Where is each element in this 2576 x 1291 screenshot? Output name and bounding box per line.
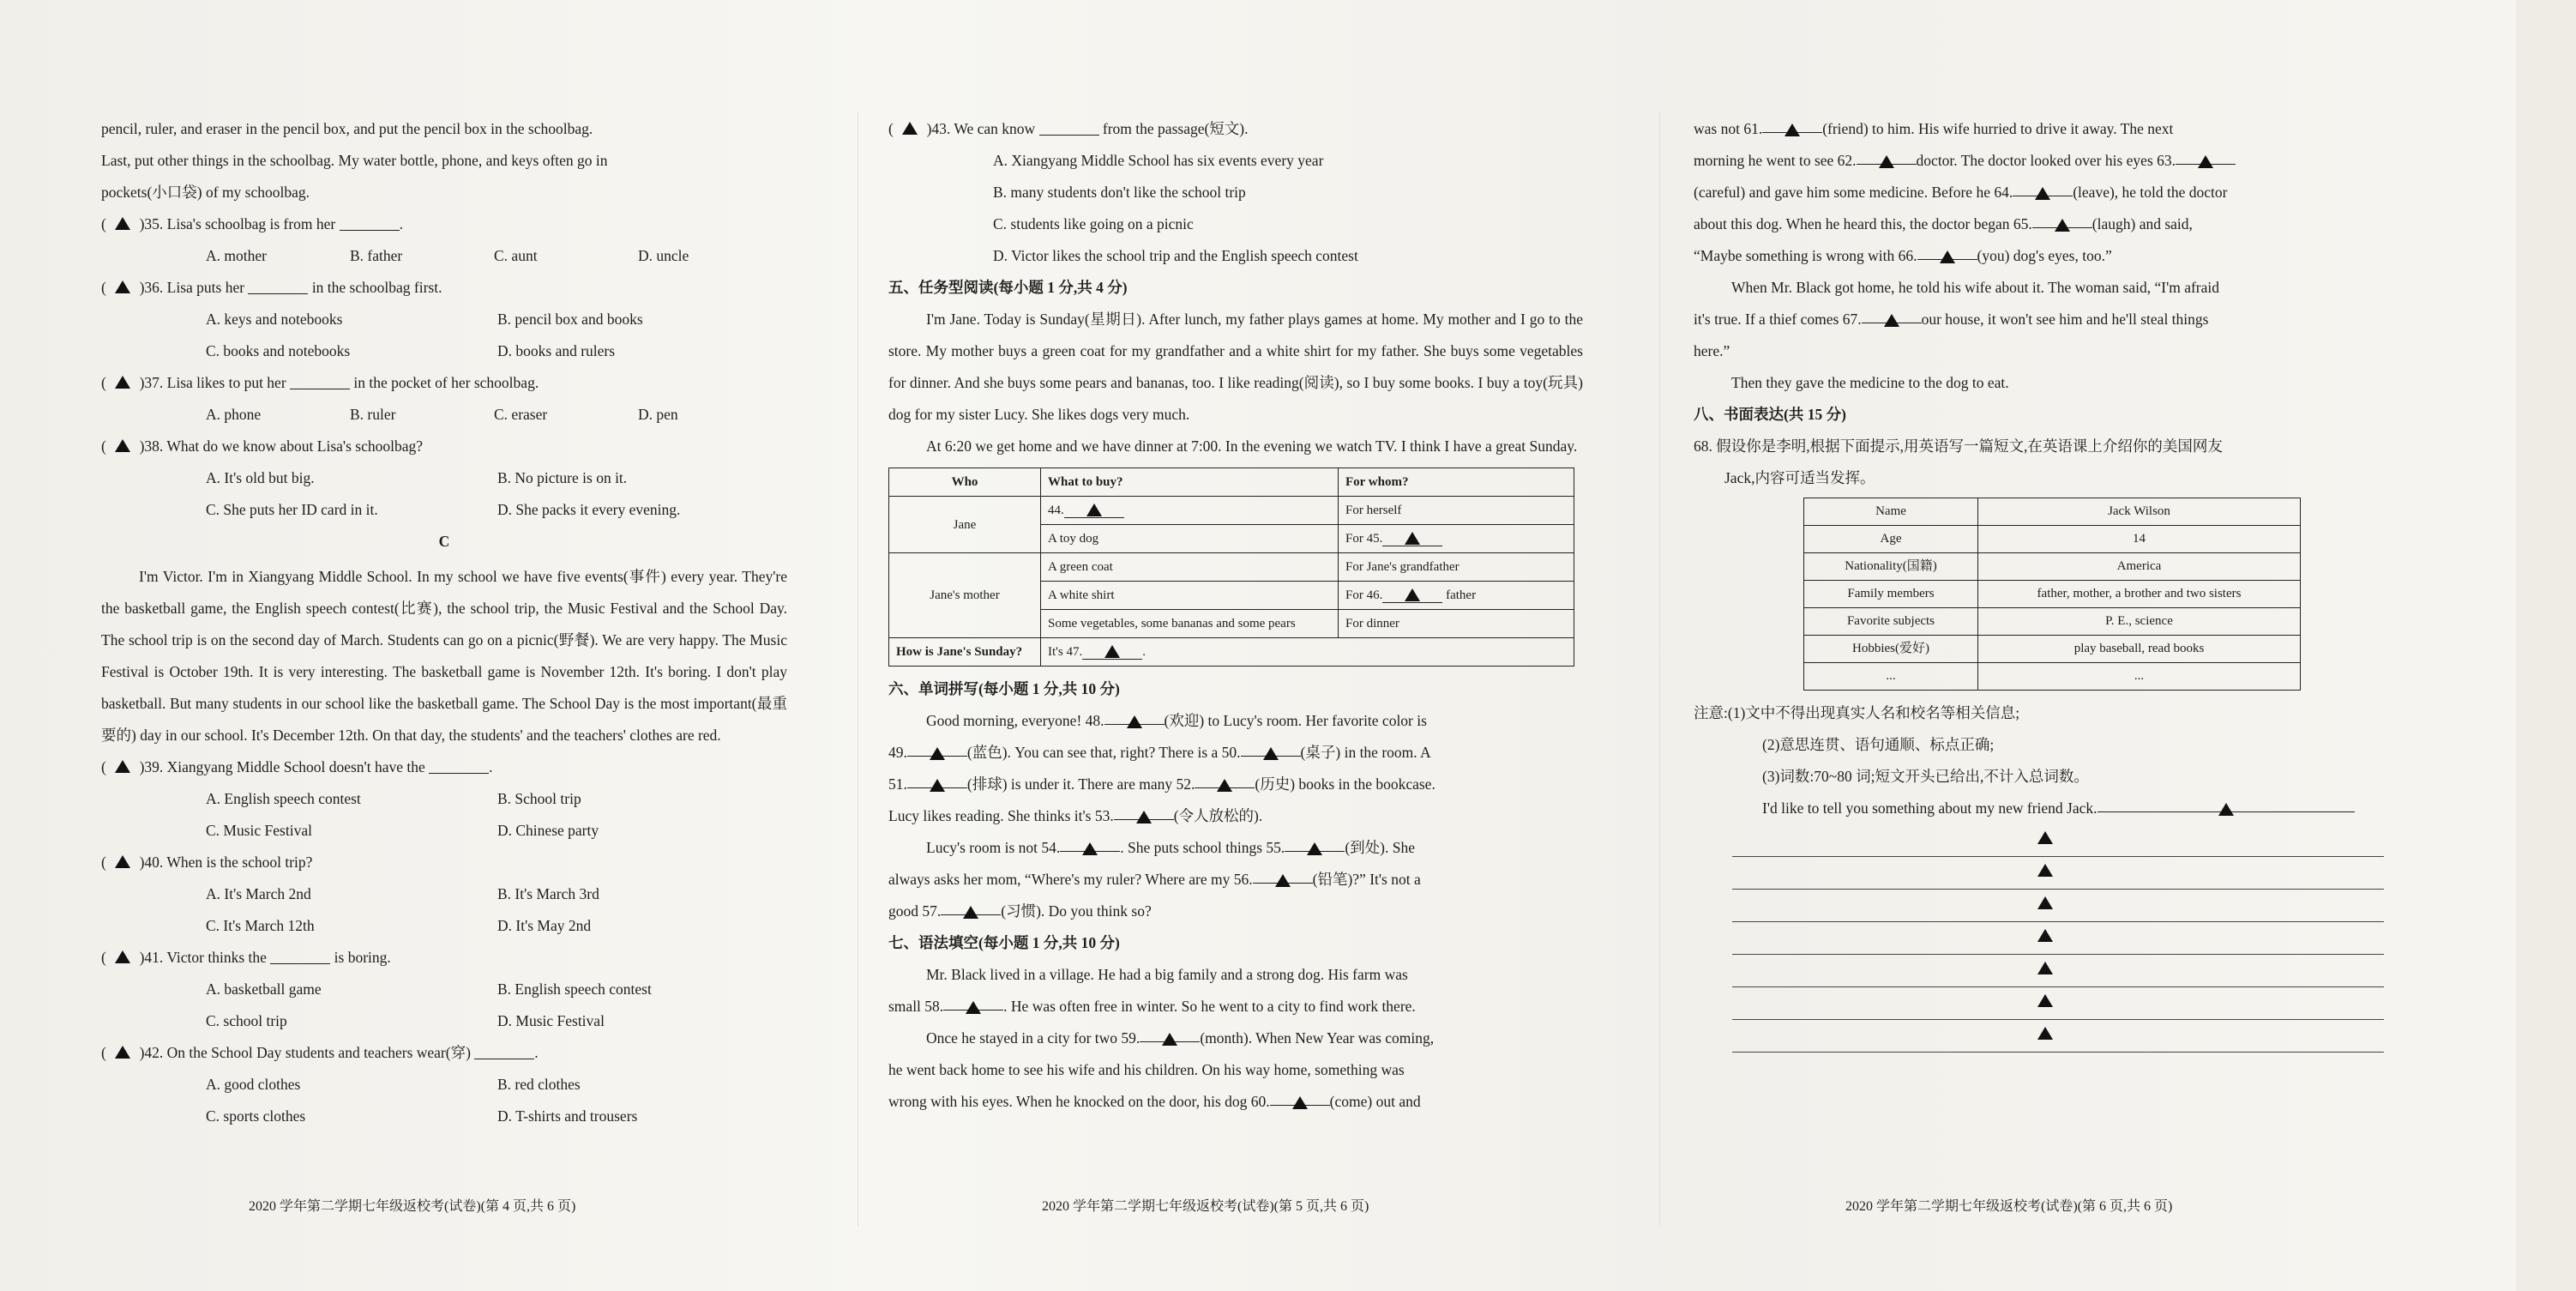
page-4-column	[101, 113, 873, 1132]
answer-marker-icon	[2037, 994, 2053, 1007]
question-41: ( )41. Victor thinks the is boring.	[101, 942, 873, 974]
section-6-heading: 六、单词拼写(每小题 1 分,共 10 分)	[888, 680, 1120, 697]
answer-marker-icon	[1307, 842, 1322, 855]
passage-line: When Mr. Black got home, he told his wife about it. The woman said, “I'm afraid	[1731, 279, 2220, 296]
passage-line: about this dog. When he heard this, the doctor began 65. (laugh) and said,	[1694, 208, 2380, 240]
answer-marker-icon	[2055, 219, 2070, 232]
passage-line: “Maybe something is wrong with 66. (you) dog's eyes, too.”	[1694, 240, 2380, 272]
table-cell: A toy dog	[1041, 525, 1339, 553]
answer-blank[interactable]	[943, 992, 1003, 1010]
column-divider	[1659, 112, 1660, 1227]
answer-blank[interactable]	[2032, 210, 2092, 228]
answer-marker-icon	[2198, 155, 2213, 168]
task-table	[888, 468, 1574, 667]
table-cell: A white shirt	[1041, 582, 1339, 610]
option[interactable]: B. many students don't like the school trip	[993, 184, 1246, 201]
table-cell: play baseball, read books	[1978, 636, 2301, 663]
answer-marker-icon	[115, 281, 130, 293]
table-cell: Jane	[889, 497, 1041, 553]
answer-marker-icon	[115, 439, 130, 452]
answer-marker-icon	[930, 747, 945, 760]
passage-line: Last, put other things in the schoolbag. My water bottle, phone, and keys often go in	[101, 152, 608, 169]
answer-marker-icon	[902, 122, 918, 135]
options-40	[101, 910, 873, 942]
option[interactable]: D. T-shirts and trousers	[497, 1107, 638, 1125]
answer-marker-icon	[1884, 314, 1899, 327]
answer-marker-icon	[2218, 803, 2234, 816]
option[interactable]: C. It's March 12th	[206, 917, 315, 934]
table-cell: Jack Wilson	[1978, 498, 2301, 526]
answer-blank[interactable]	[429, 756, 489, 774]
passage-c: I'm Victor. I'm in Xiangyang Middle School. In my school we have five events(事件) every year. They're the basketball game, the English speech contest(比赛), the school trip, the Music Festival and the School Day. The school trip is on the second day of March. Students can go on a picnic(野餐). We are very happy. The Music Festival is October 19th. It is very interesting. The basketball game is November 12th. It's boring. I don't play basketball. But many students in our school like the basketball game. The School Day is the most important(最重要的) day in our school. It's December 12th. On that day, the students' and the teachers' clothes are red.	[101, 568, 787, 744]
options-42	[101, 1069, 873, 1101]
essay-opening: I'd like to tell you something about my new friend Jack.	[1694, 793, 2380, 824]
answer-blank[interactable]	[1382, 528, 1442, 546]
options-38	[101, 462, 873, 494]
answer-marker-icon	[115, 217, 130, 230]
answer-marker-icon	[115, 760, 130, 773]
passage-line: Mr. Black lived in a village. He had a big family and a strong dog. His farm was	[926, 966, 1408, 983]
option[interactable]: C. books and notebooks	[206, 342, 351, 359]
passage-line: Lucy likes reading. She thinks it's 53. (令人放松的).	[888, 800, 1583, 832]
option[interactable]: A. Xiangyang Middle School has six events every year	[993, 152, 1324, 169]
answer-blank[interactable]	[1270, 1088, 1330, 1106]
answer-blank[interactable]	[941, 897, 1001, 915]
answer-marker-icon	[1292, 1096, 1308, 1109]
page-footer: 2020 学年第二学期七年级返校考(试卷)(第 4 页,共 6 页)	[249, 1199, 576, 1214]
passage-line: Good morning, everyone! 48. (欢迎) to Lucy's room. Her favorite color is	[888, 705, 1583, 737]
option[interactable]: D. She packs it every evening.	[497, 501, 681, 518]
option[interactable]: A. phone	[206, 406, 262, 423]
table-cell: Favorite subjects	[1804, 608, 1978, 636]
option[interactable]: B. It's March 3rd	[497, 885, 599, 902]
options-43	[888, 145, 1583, 272]
option[interactable]: B. ruler	[350, 406, 396, 423]
writing-line[interactable]	[1732, 1020, 2384, 1053]
options-41	[101, 974, 873, 1005]
answer-marker-icon	[115, 376, 130, 389]
table-cell: America	[1978, 553, 2301, 581]
table-cell: 14	[1978, 526, 2301, 553]
answer-marker-icon	[1082, 842, 1098, 855]
answer-blank[interactable]	[907, 739, 967, 757]
question-38: ( )38. What do we know about Lisa's schoolbag?	[101, 437, 423, 455]
answer-blank[interactable]	[290, 371, 350, 389]
table-cell: Nationality(国籍)	[1804, 553, 1978, 581]
passage-line: was not 61. (friend) to him. His wife hurried to drive it away. The next	[1694, 113, 2380, 145]
answer-blank[interactable]	[1241, 739, 1301, 757]
option[interactable]: C. sports clothes	[206, 1107, 306, 1125]
note-line: 注意:(1)文中不得出现真实人名和校名等相关信息;	[1694, 704, 2020, 721]
answer-marker-icon	[2037, 831, 2053, 844]
table-cell: Family members	[1804, 581, 1978, 608]
option[interactable]: A. basketball game	[206, 980, 322, 998]
option[interactable]: B. pencil box and books	[497, 311, 643, 328]
table-header: Who	[889, 468, 1041, 497]
table-header: What to buy?	[1041, 468, 1339, 497]
passage-line: 49. (蓝色). You can see that, right? There is a 50. (桌子) in the room. A	[888, 737, 1583, 769]
option[interactable]: B. No picture is on it.	[497, 469, 628, 486]
table-cell: For herself	[1339, 497, 1574, 525]
passage-line: it's true. If a thief comes 67. our house, it won't see him and he'll steal things	[1694, 304, 2380, 335]
option[interactable]: A. good clothes	[206, 1076, 301, 1093]
question-39: ( )39. Xiangyang Middle School doesn't have the .	[101, 751, 873, 783]
option[interactable]: D. Chinese party	[497, 822, 599, 839]
options-36	[101, 335, 873, 367]
answer-blank[interactable]	[1917, 242, 1977, 260]
answer-marker-icon	[963, 906, 978, 919]
option[interactable]: C. school trip	[206, 1012, 287, 1029]
option[interactable]: A. It's March 2nd	[206, 885, 311, 902]
answer-blank[interactable]	[1064, 500, 1124, 518]
question-35: ( )35. Lisa's schoolbag is from her .	[101, 208, 873, 240]
page-5-column	[888, 113, 1583, 1118]
passage-line: he went back home to see his wife and his children. On his way home, something was	[888, 1061, 1405, 1078]
table-cell: For 45.	[1339, 525, 1574, 553]
option[interactable]: D. Victor likes the school trip and the English speech contest	[993, 247, 1358, 264]
writing-line[interactable]	[1732, 955, 2384, 987]
table-cell: For dinner	[1339, 610, 1574, 638]
answer-marker-icon	[2035, 187, 2050, 200]
answer-marker-icon	[115, 950, 130, 963]
options-39	[101, 783, 873, 815]
option[interactable]: D. uncle	[638, 247, 689, 264]
option[interactable]: C. eraser	[494, 406, 548, 423]
table-cell: For 46. father	[1339, 582, 1574, 610]
question-37: ( )37. Lisa likes to put her in the pocket of her schoolbag.	[101, 367, 873, 399]
answer-marker-icon	[2037, 864, 2053, 877]
answer-blank[interactable]	[1060, 834, 1120, 852]
answer-marker-icon	[1940, 250, 1955, 263]
question-42: ( )42. On the School Day students and teachers wear(穿) .	[101, 1037, 873, 1069]
question-68: 68. 假设你是李明,根据下面提示,用英语写一篇短文,在英语课上介绍你的美国网友	[1694, 437, 2223, 455]
answer-marker-icon	[1275, 874, 1291, 887]
question-43: ( )43. We can know from the passage(短文).	[888, 113, 1583, 145]
writing-line[interactable]	[2098, 794, 2355, 812]
answer-marker-icon	[1086, 504, 1102, 516]
info-table	[1803, 498, 2301, 691]
option[interactable]: C. aunt	[494, 247, 538, 264]
options-40	[101, 878, 873, 910]
passage-line: here.”	[1694, 342, 1730, 359]
option[interactable]: D. Music Festival	[497, 1012, 605, 1029]
passage-line: wrong with his eyes. When he knocked on the door, his dog 60. (come) out and	[888, 1086, 1583, 1118]
answer-marker-icon	[1785, 124, 1800, 136]
answer-blank[interactable]	[1285, 834, 1345, 852]
option[interactable]: B. School trip	[497, 790, 581, 807]
option[interactable]: C. Music Festival	[206, 822, 312, 839]
answer-blank[interactable]	[1140, 1024, 1200, 1042]
passage-line: good 57. (习惯). Do you think so?	[888, 896, 1583, 927]
option[interactable]: A. It's old but big.	[206, 469, 315, 486]
passage-line: small 58. . He was often free in winter. So he went to a city to find work there.	[888, 991, 1583, 1023]
option[interactable]: D. It's May 2nd	[497, 917, 592, 934]
passage-line: pockets(小口袋) of my schoolbag.	[101, 184, 310, 201]
option[interactable]: D. books and rulers	[497, 342, 616, 359]
answer-marker-icon	[2037, 962, 2053, 974]
answer-marker-icon	[2037, 929, 2053, 942]
answer-marker-icon	[2037, 1027, 2053, 1040]
options-41	[101, 1005, 873, 1037]
table-cell: How is Jane's Sunday?	[889, 638, 1041, 667]
answer-marker-icon	[1879, 155, 1894, 168]
section-5-heading: 五、任务型阅读(每小题 1 分,共 4 分)	[888, 279, 1128, 296]
writing-line[interactable]	[1732, 890, 2384, 922]
passage-line: morning he went to see 62. doctor. The doctor looked over his eyes 63.	[1694, 145, 2380, 177]
table-cell: For Jane's grandfather	[1339, 553, 1574, 582]
note-line: (2)意思连贯、语句通顺、标点正确;	[1762, 736, 1995, 753]
answer-marker-icon	[115, 855, 130, 868]
page-footer: 2020 学年第二学期七年级返校考(试卷)(第 5 页,共 6 页)	[1042, 1199, 1369, 1214]
table-cell: P. E., science	[1978, 608, 2301, 636]
answer-blank[interactable]	[1114, 802, 1174, 820]
option[interactable]: C. She puts her ID card in it.	[206, 501, 378, 518]
table-cell: Jane's mother	[889, 553, 1041, 638]
answer-blank[interactable]	[1862, 305, 1922, 323]
writing-line[interactable]	[1732, 922, 2384, 955]
passage-line: Lucy's room is not 54. . She puts school things 55. (到处). She	[888, 832, 1583, 864]
options-35	[101, 240, 873, 272]
answer-marker-icon	[2037, 896, 2053, 909]
option[interactable]: C. students like going on a picnic	[993, 215, 1194, 232]
passage-5: I'm Jane. Today is Sunday(星期日). After lunch, my father plays games at home. My mother and I go to the store. My mother buys a green coat for my grandfather and a white shirt for my father. She buys some vegetables for dinner. And she buys some pears and bananas, too. I like reading(阅读), so I buy some books. I buy a toy(玩具) dog for my sister Lucy. She likes dogs very much.	[888, 311, 1583, 423]
answer-blank[interactable]	[1195, 770, 1255, 788]
answer-blank[interactable]	[1082, 642, 1142, 660]
answer-marker-icon	[1405, 532, 1420, 545]
section-7-heading: 七、语法填空(每小题 1 分,共 10 分)	[888, 934, 1120, 951]
passage-line: 51. (排球) is under it. There are many 52. (历史) books in the bookcase.	[888, 769, 1583, 800]
note-line: (3)词数:70~80 词;短文开头已给出,不计入总词数。	[1762, 768, 2089, 785]
answer-blank[interactable]	[1762, 115, 1822, 133]
passage-line: Then they gave the medicine to the dog to eat.	[1731, 374, 2009, 391]
answer-marker-icon	[1127, 715, 1142, 728]
section-c-label: C	[438, 533, 450, 550]
question-40: ( )40. When is the school trip?	[101, 854, 313, 871]
answer-marker-icon	[966, 1001, 981, 1014]
passage-5b: At 6:20 we get home and we have dinner at 7:00. In the evening we watch TV. I think I have a great Sunday.	[926, 437, 1578, 455]
page-edge	[2516, 0, 2576, 1291]
answer-blank[interactable]	[907, 770, 967, 788]
options-36	[101, 304, 873, 335]
option[interactable]: D. pen	[638, 406, 678, 423]
answer-blank[interactable]	[474, 1041, 534, 1059]
option[interactable]: B. red clothes	[497, 1076, 581, 1093]
options-39	[101, 815, 873, 847]
table-cell: Some vegetables, some bananas and some pears	[1041, 610, 1339, 638]
answer-blank[interactable]	[1382, 585, 1442, 603]
answer-marker-icon	[1136, 811, 1152, 823]
answer-blank[interactable]	[270, 946, 330, 964]
table-cell: ...	[1804, 663, 1978, 691]
table-cell: Name	[1804, 498, 1978, 526]
answer-marker-icon	[1263, 747, 1279, 760]
writing-line[interactable]	[1732, 857, 2384, 890]
passage-line: always asks her mom, “Where's my ruler? Where are my 56. (铅笔)?” It's not a	[888, 864, 1583, 896]
table-cell: It's 47. .	[1041, 638, 1574, 667]
options-37	[101, 399, 873, 431]
answer-blank[interactable]	[1253, 866, 1313, 884]
page-footer: 2020 学年第二学期七年级返校考(试卷)(第 6 页,共 6 页)	[1845, 1199, 2173, 1214]
table-cell: Hobbies(爱好)	[1804, 636, 1978, 663]
writing-line[interactable]	[1732, 824, 2384, 857]
option[interactable]: B. father	[350, 247, 403, 264]
section-8-heading: 八、书面表达(共 15 分)	[1694, 406, 1846, 423]
answer-marker-icon	[930, 779, 945, 792]
table-cell: 44.	[1041, 497, 1339, 525]
answer-marker-icon	[1405, 588, 1420, 601]
answer-marker-icon	[1104, 645, 1120, 658]
table-cell: Age	[1804, 526, 1978, 553]
passage-line: (careful) and gave him some medicine. Before he 64. (leave), he told the doctor	[1694, 177, 2380, 208]
table-header: For whom?	[1339, 468, 1574, 497]
page-6-column	[1694, 113, 2380, 1053]
answer-marker-icon	[1162, 1033, 1177, 1046]
passage-line: pencil, ruler, and eraser in the pencil box, and put the pencil box in the schoolbag.	[101, 120, 593, 137]
answer-blank[interactable]	[1104, 707, 1165, 725]
option[interactable]: A. mother	[206, 247, 267, 264]
answer-marker-icon	[1217, 779, 1232, 792]
answer-blank[interactable]	[248, 276, 308, 294]
options-42	[101, 1101, 873, 1132]
answer-marker-icon	[115, 1046, 130, 1059]
table-cell: ...	[1978, 663, 2301, 691]
question-36: ( )36. Lisa puts her in the schoolbag first.	[101, 272, 873, 304]
options-38	[101, 494, 873, 526]
answer-blank[interactable]	[1039, 118, 1099, 136]
answer-blank[interactable]	[2176, 147, 2236, 165]
question-68-cont: Jack,内容可适当发挥。	[1724, 469, 1875, 486]
answer-blank[interactable]	[1857, 147, 1917, 165]
answer-blank[interactable]	[340, 213, 400, 231]
passage-line: Once he stayed in a city for two 59. (month). When New Year was coming,	[888, 1023, 1583, 1054]
option[interactable]: A. keys and notebooks	[206, 311, 343, 328]
writing-line[interactable]	[1732, 987, 2384, 1020]
option[interactable]: A. English speech contest	[206, 790, 361, 807]
option[interactable]: B. English speech contest	[497, 980, 652, 998]
answer-blank[interactable]	[2013, 178, 2073, 196]
table-cell: father, mother, a brother and two sisters	[1978, 581, 2301, 608]
table-cell: A green coat	[1041, 553, 1339, 582]
